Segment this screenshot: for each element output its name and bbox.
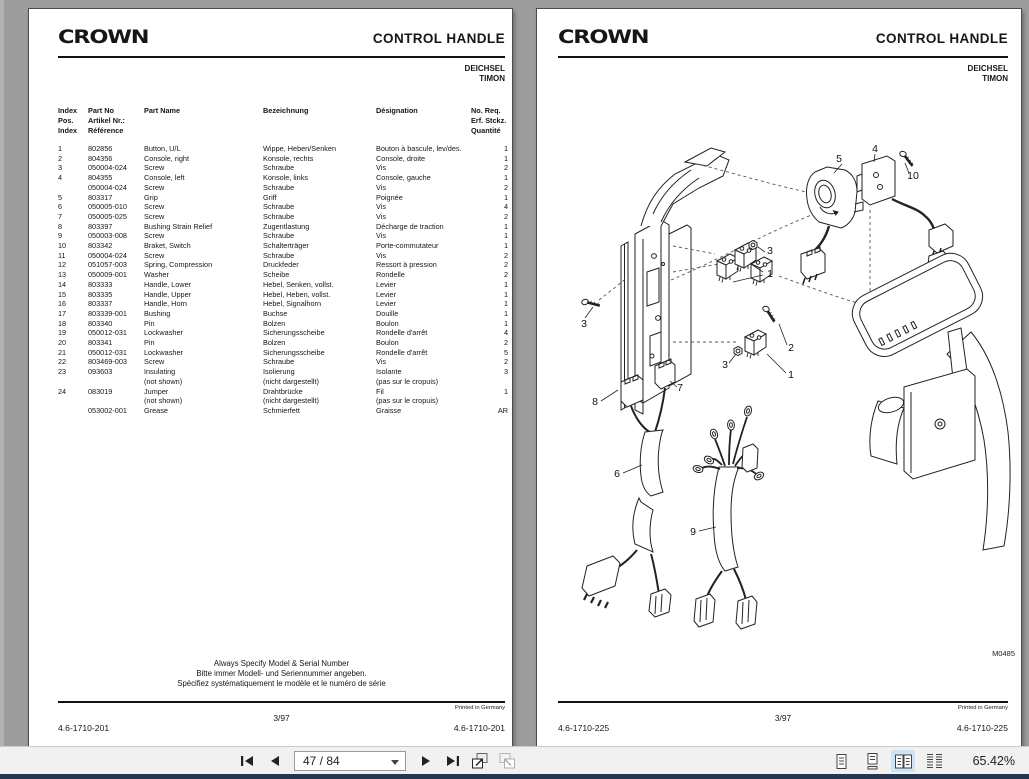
table-header: Index Pos. Index Part No Artikel Nr.: Référence Part Name Bezeichnung Désignation No. Req. Erf. Stckz. Quantité bbox=[58, 106, 507, 135]
table-row bbox=[58, 367, 508, 386]
cell-qty: 1 bbox=[503, 289, 508, 299]
cell-qty: 1 bbox=[503, 279, 508, 289]
cell-part-no: 803335 bbox=[88, 289, 113, 299]
cell-designation: Vis bbox=[376, 202, 387, 212]
table-row bbox=[58, 173, 508, 183]
cell-designation: Fil (pas sur le cropuis) bbox=[376, 386, 439, 406]
cell-designation: Graisse bbox=[376, 405, 402, 415]
cell-part-no: 803342 bbox=[88, 241, 113, 251]
cell-index: 13 bbox=[58, 270, 67, 280]
back-view-button[interactable] bbox=[469, 750, 491, 772]
cell-bezeichnung: Schraube bbox=[263, 182, 295, 192]
cell-designation: Décharge de traction bbox=[376, 221, 444, 231]
cell-part-name: Pin bbox=[144, 318, 155, 328]
cell-bezeichnung: Bolzen bbox=[263, 338, 286, 348]
table-row bbox=[58, 299, 508, 309]
cell-index: 11 bbox=[58, 250, 66, 260]
cell-designation: Vis bbox=[376, 182, 387, 192]
diagram-callout: 1 bbox=[767, 268, 773, 280]
cell-part-no: 803333 bbox=[88, 279, 113, 289]
cell-bezeichnung: Wippe, Heben/Senken bbox=[263, 144, 337, 153]
diagram-callout: 7 bbox=[677, 382, 683, 394]
cell-qty: 1 bbox=[503, 192, 508, 202]
cell-index bbox=[58, 183, 88, 193]
cell-designation: Vis bbox=[376, 231, 387, 241]
cell-bezeichnung: Schraube bbox=[263, 211, 295, 221]
doc-number-right: 4.6-1710-201 bbox=[453, 723, 505, 733]
issue-date: 3/97 bbox=[774, 713, 792, 723]
diagram-callout: 3 bbox=[767, 245, 773, 257]
harness-9 bbox=[692, 405, 765, 629]
cell-part-no: 803397 bbox=[88, 221, 113, 231]
cell-bezeichnung: Sicherungsscheibe bbox=[263, 328, 325, 338]
cell-bezeichnung: Griff bbox=[263, 192, 277, 202]
cell-bezeichnung: Schraube bbox=[263, 250, 295, 260]
diagram-callout: 9 bbox=[690, 526, 696, 538]
cell-part-name: Bushing bbox=[144, 308, 171, 318]
cell-bezeichnung: Konsole, rechts bbox=[263, 153, 314, 163]
subtitle-de: DEICHSEL bbox=[967, 64, 1008, 73]
cell-qty: 1 bbox=[503, 386, 508, 396]
cell-part-name: Insulating (not shown) bbox=[144, 367, 183, 386]
table-row bbox=[58, 183, 508, 193]
table-row bbox=[58, 270, 508, 280]
cell-qty: 1 bbox=[503, 144, 508, 153]
cell-qty: 2 bbox=[503, 211, 508, 221]
cell-bezeichnung: Drahtbrücke (nicht dargestellt) bbox=[263, 386, 319, 406]
crown-logo: CROWN bbox=[58, 26, 149, 48]
cell-part-no: 053002-001 bbox=[88, 405, 127, 415]
table-row bbox=[58, 290, 508, 300]
cell-index: 1 bbox=[58, 144, 63, 153]
footer-rule bbox=[58, 701, 505, 703]
cell-qty: 1 bbox=[503, 318, 508, 328]
cell-designation: Levier bbox=[376, 289, 396, 299]
diagram-callout: 10 bbox=[907, 170, 919, 182]
cell-part-no: 803337 bbox=[88, 299, 113, 309]
screw-10 bbox=[897, 150, 916, 166]
screw-3-left bbox=[581, 296, 600, 311]
cell-index: 15 bbox=[58, 289, 67, 299]
cell-part-name: Washer bbox=[144, 270, 169, 280]
table-row bbox=[58, 260, 508, 270]
cell-part-no: 050009-001 bbox=[88, 270, 127, 280]
cell-part-no: 803469-003 bbox=[88, 357, 127, 367]
cell-designation: Levier bbox=[376, 299, 396, 309]
cell-bezeichnung: Bolzen bbox=[263, 318, 286, 328]
diagram-callout: 3 bbox=[722, 359, 728, 371]
last-page-button[interactable] bbox=[442, 750, 464, 772]
single-page-icon bbox=[833, 753, 850, 770]
cell-part-name: Button, U/L bbox=[144, 144, 181, 153]
diagram-callout: 6 bbox=[614, 468, 620, 480]
page-indicator: 47 / 84 bbox=[303, 754, 340, 768]
cell-part-no: 803317 bbox=[88, 192, 113, 202]
cell-index bbox=[58, 406, 88, 416]
table-row bbox=[58, 319, 508, 329]
continuous-facing-icon bbox=[925, 753, 944, 770]
cell-designation: Ressort à pression bbox=[376, 260, 437, 270]
forward-view-button[interactable] bbox=[496, 750, 518, 772]
cell-bezeichnung: Isolierung (nicht dargestellt) bbox=[263, 367, 319, 386]
switch-bracket-4 bbox=[857, 156, 953, 270]
cell-index: 10 bbox=[58, 241, 67, 251]
table-row bbox=[58, 328, 508, 338]
cell-part-name: Screw bbox=[144, 211, 165, 221]
cell-part-no: 803339-001 bbox=[88, 308, 127, 318]
cell-designation: Boulon bbox=[376, 318, 399, 328]
cell-designation: Rondelle bbox=[376, 270, 405, 280]
header-rule bbox=[558, 56, 1008, 58]
switch-group-lower bbox=[734, 305, 779, 358]
page-title: CONTROL HANDLE bbox=[372, 31, 505, 46]
cell-index: 17 bbox=[58, 308, 67, 318]
cell-bezeichnung: Hebel, Signalhorn bbox=[263, 299, 322, 309]
cell-qty: 2 bbox=[503, 270, 508, 280]
header-rule bbox=[58, 56, 505, 58]
exploded-diagram bbox=[557, 104, 1017, 674]
table-row bbox=[58, 338, 508, 348]
cell-designation: Porte-commutateur bbox=[376, 241, 439, 251]
cell-part-name: Screw bbox=[144, 250, 165, 260]
page-number-input[interactable] bbox=[294, 751, 406, 771]
cell-bezeichnung: Druckfeder bbox=[263, 260, 299, 270]
cell-designation: Vis bbox=[376, 357, 387, 367]
page-title: CONTROL HANDLE bbox=[875, 31, 1008, 46]
cell-bezeichnung: Schraube bbox=[263, 231, 295, 241]
cell-designation: Boulon bbox=[376, 338, 399, 348]
cell-bezeichnung: Scheibe bbox=[263, 270, 290, 280]
printed-in: Printed in Germany bbox=[455, 705, 505, 711]
viewer-toolbar bbox=[0, 746, 1029, 775]
diagram-callout: 5 bbox=[836, 153, 842, 165]
diagram-callout: 2 bbox=[788, 342, 794, 354]
cell-qty: 1 bbox=[503, 299, 508, 309]
single-page-button[interactable] bbox=[829, 750, 853, 772]
cell-part-name: Spring, Compression bbox=[144, 260, 213, 270]
cell-index: 4 bbox=[58, 173, 63, 183]
cell-index: 12 bbox=[58, 260, 67, 270]
cell-bezeichnung: Schraube bbox=[263, 202, 295, 212]
cell-part-name: Braket, Switch bbox=[144, 241, 191, 251]
page-right bbox=[536, 8, 1022, 747]
cell-qty: 2 bbox=[503, 250, 508, 260]
last-page-icon bbox=[446, 755, 460, 767]
window-edge bbox=[0, 0, 4, 746]
table-row bbox=[58, 222, 508, 232]
cell-qty: 4 bbox=[503, 202, 508, 212]
cell-qty: 1 bbox=[503, 153, 508, 163]
next-page-button[interactable] bbox=[415, 750, 437, 772]
cell-index: 19 bbox=[58, 328, 67, 338]
table-row bbox=[58, 309, 508, 319]
cell-index: 14 bbox=[58, 279, 67, 289]
cell-designation: Bouton à bascule, lev/des. bbox=[376, 144, 462, 153]
cell-designation: Rondelle d'arrêt bbox=[376, 347, 428, 357]
cell-part-name: Screw bbox=[144, 163, 165, 173]
cell-index: 6 bbox=[58, 202, 63, 212]
cell-index: 23 bbox=[58, 367, 67, 377]
cell-qty: 2 bbox=[503, 338, 508, 348]
cell-part-name: Lockwasher bbox=[144, 347, 183, 357]
cell-part-no: 050005-025 bbox=[88, 211, 127, 221]
cell-part-no: 083019 bbox=[88, 386, 113, 396]
table-row bbox=[58, 154, 508, 164]
cell-bezeichnung: Schraube bbox=[263, 357, 295, 367]
cell-qty: 5 bbox=[503, 347, 508, 357]
cell-designation: Douille bbox=[376, 308, 399, 318]
exploded-diagram-art bbox=[557, 104, 1017, 674]
forward-view-icon bbox=[497, 751, 517, 771]
table-row bbox=[58, 193, 508, 203]
diagram-callout: 4 bbox=[872, 143, 878, 155]
table-row bbox=[58, 280, 508, 290]
first-page-button[interactable] bbox=[236, 750, 258, 772]
next-page-icon bbox=[421, 755, 432, 767]
cell-index: 7 bbox=[58, 211, 63, 221]
continuous-facing-button[interactable] bbox=[922, 750, 946, 772]
cell-index: 8 bbox=[58, 221, 63, 231]
prev-page-button[interactable] bbox=[263, 750, 285, 772]
cell-part-name: Screw bbox=[144, 357, 165, 367]
cell-bezeichnung: Schraube bbox=[263, 163, 295, 173]
table-row bbox=[58, 212, 508, 222]
cell-part-no: 804356 bbox=[88, 153, 113, 163]
page-nav-group bbox=[236, 750, 518, 772]
switch-group-upper bbox=[717, 240, 772, 285]
facing-pages-icon bbox=[894, 753, 913, 770]
cell-index: 9 bbox=[58, 231, 63, 241]
cell-designation: Poignée bbox=[376, 192, 403, 202]
cell-qty: 3 bbox=[503, 367, 508, 377]
prev-page-icon bbox=[269, 755, 280, 767]
cell-part-name: Jumper (not shown) bbox=[144, 386, 183, 406]
handle-head bbox=[845, 246, 1010, 550]
table-row bbox=[58, 202, 508, 212]
cell-qty: 1 bbox=[503, 241, 508, 251]
cell-designation: Console, droite bbox=[376, 153, 426, 163]
cell-designation: Vis bbox=[376, 250, 387, 260]
subtitle-de: DEICHSEL bbox=[464, 64, 505, 73]
footer-rule bbox=[558, 701, 1008, 703]
doc-number-right: 4.6-1710-225 bbox=[956, 723, 1008, 733]
facing-pages-button[interactable] bbox=[891, 750, 915, 772]
table-row bbox=[58, 144, 508, 154]
cell-index: 24 bbox=[58, 386, 67, 396]
cell-part-name: Screw bbox=[144, 202, 165, 212]
pot-housing-5 bbox=[801, 167, 863, 284]
cell-index: 5 bbox=[58, 192, 63, 202]
cell-part-no: 803341 bbox=[88, 338, 113, 348]
cell-qty: 1 bbox=[503, 173, 508, 183]
cell-part-no: 050004-024 bbox=[88, 182, 127, 192]
cell-part-name: Console, left bbox=[144, 173, 185, 183]
cell-qty: 2 bbox=[503, 182, 508, 192]
cell-index: 2 bbox=[58, 153, 63, 163]
cell-part-no: 050005-010 bbox=[88, 202, 127, 212]
cell-bezeichnung: Schmierfett bbox=[263, 405, 300, 415]
table-row bbox=[58, 231, 508, 241]
cell-part-name: Handle, Lower bbox=[144, 279, 192, 289]
zoom-level[interactable]: 65.42% bbox=[972, 754, 1015, 768]
cell-designation: Console, gauche bbox=[376, 173, 431, 183]
cell-part-name: Console, right bbox=[144, 153, 190, 163]
cell-designation: Levier bbox=[376, 279, 396, 289]
cell-part-name: Screw bbox=[144, 231, 165, 241]
cell-part-no: 093603 bbox=[88, 367, 113, 377]
cell-part-name: Grease bbox=[144, 405, 168, 415]
window-bottom-edge bbox=[0, 774, 1029, 779]
subtitle-fr: TIMON bbox=[479, 74, 505, 83]
cell-part-no: 050004-024 bbox=[88, 163, 127, 173]
diagram-callout: 3 bbox=[581, 318, 587, 330]
printed-in: Printed in Germany bbox=[958, 705, 1008, 711]
cell-bezeichnung: Schalterträger bbox=[263, 241, 309, 251]
cell-part-no: 803340 bbox=[88, 318, 113, 328]
cell-qty: 1 bbox=[503, 231, 508, 241]
parts-table bbox=[58, 144, 508, 416]
cell-index: 20 bbox=[58, 338, 67, 348]
cell-bezeichnung: Sicherungsscheibe bbox=[263, 347, 325, 357]
cell-part-name: Grip bbox=[144, 192, 158, 202]
issue-date: 3/97 bbox=[273, 713, 290, 723]
cell-part-no: 051057-003 bbox=[88, 260, 127, 270]
cell-index: 16 bbox=[58, 299, 67, 309]
cell-bezeichnung: Zugentlastung bbox=[263, 221, 310, 231]
table-row bbox=[58, 357, 508, 367]
cell-qty: 1 bbox=[503, 221, 508, 231]
cell-index: 18 bbox=[58, 318, 67, 328]
cell-part-name: Bushing Strain Relief bbox=[144, 221, 213, 231]
table-row bbox=[58, 387, 508, 406]
figure-code: M0485 bbox=[992, 649, 1015, 658]
cell-part-name: Pin bbox=[144, 338, 155, 348]
cell-part-name: Handle, Horn bbox=[144, 299, 187, 309]
serial-note: Always Specify Model & Serial Number Bitte immer Modell- und Seriennummer angeben. Spécifiez systématiquement le modèle et le numéro de série bbox=[177, 659, 386, 688]
cell-designation: Isolante (pas sur le cropuis) bbox=[376, 367, 439, 386]
cell-bezeichnung: Hebel, Heben, vollst. bbox=[263, 289, 331, 299]
cell-part-no: 050012-031 bbox=[88, 328, 127, 338]
page-layout-group bbox=[829, 750, 1015, 772]
cell-designation: Vis bbox=[376, 211, 387, 221]
cell-qty: 1 bbox=[503, 308, 508, 318]
back-view-icon bbox=[470, 751, 490, 771]
first-page-icon bbox=[240, 755, 254, 767]
cell-part-no: 050004-024 bbox=[88, 250, 127, 260]
cell-qty: AR bbox=[497, 405, 508, 415]
cell-qty: 2 bbox=[503, 357, 508, 367]
cell-part-no: 050012-031 bbox=[88, 347, 127, 357]
cell-designation: Vis bbox=[376, 163, 387, 173]
chevron-down-icon bbox=[391, 760, 399, 765]
crown-logo: CROWN bbox=[558, 26, 649, 48]
cell-part-no: 802856 bbox=[88, 144, 113, 153]
diagram-callout: 8 bbox=[592, 396, 598, 408]
cell-index: 3 bbox=[58, 163, 63, 173]
table-row bbox=[58, 251, 508, 261]
cell-part-no: 804355 bbox=[88, 173, 113, 183]
cell-part-name: Handle, Upper bbox=[144, 289, 192, 299]
cell-part-name: Screw bbox=[144, 182, 165, 192]
table-row bbox=[58, 241, 508, 251]
cell-bezeichnung: Konsole, links bbox=[263, 173, 309, 183]
cell-index: 21 bbox=[58, 347, 67, 357]
table-row bbox=[58, 163, 508, 173]
cell-index: 22 bbox=[58, 357, 67, 367]
doc-number-left: 4.6-1710-225 bbox=[558, 723, 610, 733]
cell-qty: 4 bbox=[503, 328, 508, 338]
cell-part-name: Lockwasher bbox=[144, 328, 183, 338]
diagram-callout: 1 bbox=[788, 369, 794, 381]
table-row bbox=[58, 406, 508, 416]
cell-bezeichnung: Hebel, Senken, vollst. bbox=[263, 279, 334, 289]
cell-part-no: 050003-008 bbox=[88, 231, 127, 241]
continuous-scroll-icon bbox=[864, 753, 881, 770]
cell-qty: 2 bbox=[503, 260, 508, 270]
cell-designation: Rondelle d'arrêt bbox=[376, 328, 428, 338]
continuous-scroll-button[interactable] bbox=[860, 750, 884, 772]
cell-bezeichnung: Buchse bbox=[263, 308, 288, 318]
subtitle-fr: TIMON bbox=[982, 74, 1008, 83]
doc-number-left: 4.6-1710-201 bbox=[58, 723, 110, 733]
cell-qty: 2 bbox=[503, 163, 508, 173]
table-row bbox=[58, 348, 508, 358]
page-left bbox=[28, 8, 513, 747]
